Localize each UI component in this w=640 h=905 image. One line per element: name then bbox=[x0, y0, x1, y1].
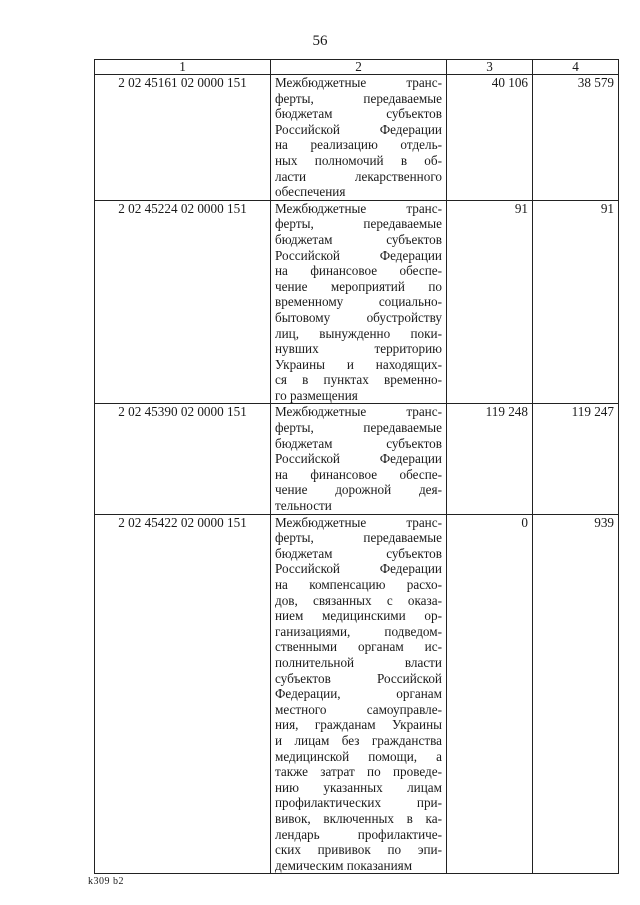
amount-col3: 91 bbox=[447, 200, 533, 404]
description-line: полнительной власти bbox=[275, 654, 442, 670]
transfer-description bbox=[271, 200, 447, 404]
description-line: Межбюджетные транс- bbox=[275, 200, 442, 216]
description-line: Российской Федерации bbox=[275, 451, 442, 467]
description-line: на финансовое обеспе- bbox=[275, 466, 442, 482]
description-line: субъектов Российской bbox=[275, 670, 442, 686]
description-line: ся в пунктах временно- bbox=[275, 372, 442, 388]
transfer-description bbox=[271, 75, 447, 201]
description-line: лендарь профилактиче- bbox=[275, 826, 442, 842]
footer-code: k309 b2 bbox=[88, 876, 124, 887]
description-line: на компенсацию расхо- bbox=[275, 577, 442, 592]
description-line: медицинской помощи, а bbox=[275, 748, 442, 764]
description-line: го размещения bbox=[275, 387, 358, 403]
description-line: Украины и находящих- bbox=[275, 356, 442, 372]
amount-col4: 939 bbox=[533, 514, 619, 874]
transfer-description bbox=[271, 514, 447, 874]
amount-col4: 38 579 bbox=[533, 75, 619, 201]
table-row bbox=[95, 514, 619, 874]
description-line: ласти лекарственного bbox=[275, 168, 442, 184]
description-line: бытовому обустройству bbox=[275, 309, 442, 325]
column-header-1: 1 bbox=[95, 60, 271, 75]
description-line: лиц, вынужденно поки- bbox=[275, 325, 442, 341]
description-line: ферты, передаваемые bbox=[275, 90, 442, 106]
column-header-3: 3 bbox=[447, 60, 533, 75]
table-row bbox=[95, 200, 619, 404]
table-row bbox=[95, 75, 619, 201]
budget-code: 2 02 45422 02 0000 151 bbox=[95, 514, 271, 874]
description-line: бюджетам субъектов bbox=[275, 106, 442, 122]
description-line: нию указанных лицам bbox=[275, 779, 442, 795]
column-header-4: 4 bbox=[533, 60, 619, 75]
description-line: местного самоуправле- bbox=[275, 701, 442, 717]
description-line: и лицам без гражданства bbox=[275, 732, 442, 748]
description-line: Межбюджетные транс- bbox=[275, 404, 442, 420]
description-line: также затрат по проведе- bbox=[275, 764, 442, 780]
description-line: ферты, передаваемые bbox=[275, 216, 442, 232]
amount-col3: 40 106 bbox=[447, 75, 533, 201]
description-line: тельности bbox=[275, 498, 332, 514]
budget-code: 2 02 45161 02 0000 151 bbox=[95, 75, 271, 201]
transfer-description bbox=[271, 404, 447, 514]
description-line: на реализацию отдель- bbox=[275, 137, 442, 153]
description-line: Российской Федерации bbox=[275, 247, 442, 263]
description-line: ганизациями, подведом- bbox=[275, 623, 442, 639]
column-header-2: 2 bbox=[271, 60, 447, 75]
budget-code: 2 02 45390 02 0000 151 bbox=[95, 404, 271, 514]
description-line: бюджетам субъектов bbox=[275, 545, 442, 561]
description-line: Российской Федерации bbox=[275, 121, 442, 137]
description-line: на финансовое обеспе- bbox=[275, 263, 442, 279]
amount-col4: 91 bbox=[533, 200, 619, 404]
description-line: вивок, включенных в ка- bbox=[275, 810, 442, 826]
description-line: дов, связанных с оказа- bbox=[275, 592, 442, 608]
description-line: ных полномочий в об- bbox=[275, 152, 442, 168]
description-line: Межбюджетные транс- bbox=[275, 514, 442, 530]
description-line: Межбюджетные транс- bbox=[275, 75, 442, 90]
budget-table bbox=[94, 59, 619, 874]
amount-col3: 0 bbox=[447, 514, 533, 874]
description-line: ферты, передаваемые bbox=[275, 530, 442, 546]
description-line: обеспечения bbox=[275, 184, 346, 200]
description-line: Федерации, органам bbox=[275, 686, 442, 702]
description-line: бюджетам субъектов bbox=[275, 231, 442, 247]
table-header-row bbox=[95, 60, 619, 75]
amount-col3: 119 248 bbox=[447, 404, 533, 514]
budget-code: 2 02 45224 02 0000 151 bbox=[95, 200, 271, 404]
description-line: нувших территорию bbox=[275, 341, 442, 357]
description-line: ских прививок по эпи- bbox=[275, 842, 442, 858]
description-line: бюджетам субъектов bbox=[275, 435, 442, 451]
description-line: ферты, передаваемые bbox=[275, 420, 442, 436]
description-line: демическим показаниям bbox=[275, 857, 413, 873]
page-number: 56 bbox=[312, 33, 328, 49]
description-line: временному социально- bbox=[275, 294, 442, 310]
table-row bbox=[95, 404, 619, 514]
description-line: ственными органам ис- bbox=[275, 639, 442, 655]
description-line: профилактических при- bbox=[275, 795, 442, 811]
description-line: ния, гражданам Украины bbox=[275, 717, 442, 733]
description-line: Российской Федерации bbox=[275, 561, 442, 577]
description-line: чение мероприятий по bbox=[275, 278, 442, 294]
description-line: нием медицинскими ор- bbox=[275, 608, 442, 624]
description-line: чение дорожной дея- bbox=[275, 482, 442, 498]
amount-col4: 119 247 bbox=[533, 404, 619, 514]
table-body bbox=[95, 75, 619, 874]
